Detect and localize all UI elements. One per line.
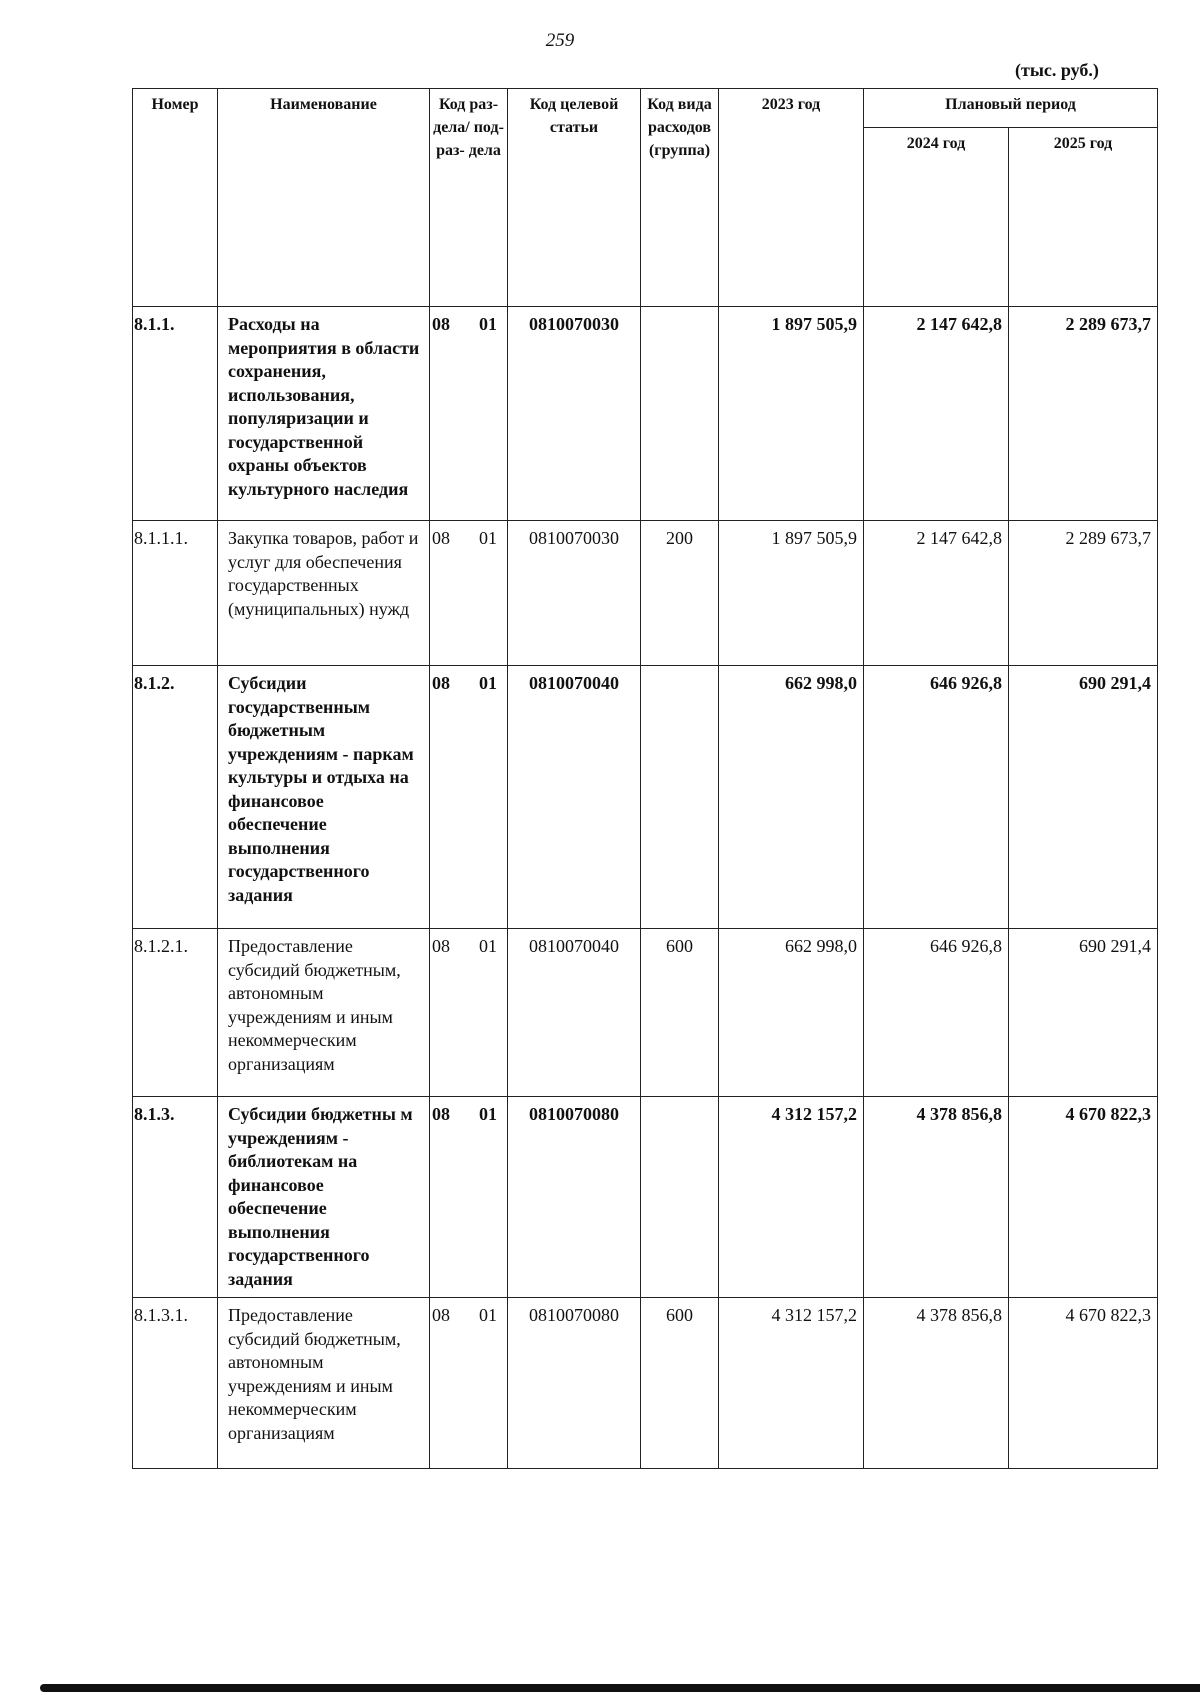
row-amount-2025: 2 289 673,7 xyxy=(1009,307,1158,521)
row-target-code: 0810070040 xyxy=(508,929,641,1097)
table-row xyxy=(133,1097,1158,1298)
row-target-code: 0810070080 xyxy=(508,1298,641,1469)
row-target-code: 0810070080 xyxy=(508,1097,641,1298)
section: 08 xyxy=(432,936,450,956)
row-amount-2024: 2 147 642,8 xyxy=(864,307,1009,521)
row-number: 8.1.1.1. xyxy=(133,521,218,666)
row-amount-2023: 4 312 157,2 xyxy=(719,1298,864,1469)
row-expense-kind: 600 xyxy=(641,929,719,1097)
header-row xyxy=(133,89,1158,128)
row-amount-2025: 4 670 822,3 xyxy=(1009,1097,1158,1298)
row-number: 8.1.2.1. xyxy=(133,929,218,1097)
row-amount-2023: 1 897 505,9 xyxy=(719,521,864,666)
subsection: 01 xyxy=(479,528,497,548)
row-expense-kind: 600 xyxy=(641,1298,719,1469)
subsection: 01 xyxy=(479,1104,497,1124)
row-amount-2025: 690 291,4 xyxy=(1009,929,1158,1097)
row-amount-2023: 662 998,0 xyxy=(719,666,864,929)
row-name: Субсидии бюджетны м учреждениям - библиотекам на финансовое обеспечение выполнения государственного задания xyxy=(218,1097,430,1298)
row-number: 8.1.2. xyxy=(133,666,218,929)
row-amount-2025: 2 289 673,7 xyxy=(1009,521,1158,666)
row-section-code xyxy=(430,1298,508,1469)
row-name: Субсидии государственным бюджетным учреждениям - паркам культуры и отдыха на финансовое обеспечение выполнения государственного задания xyxy=(218,666,430,929)
row-section-code xyxy=(430,929,508,1097)
table-row xyxy=(133,307,1158,521)
subsection: 01 xyxy=(479,1305,497,1325)
row-amount-2025: 4 670 822,3 xyxy=(1009,1298,1158,1469)
subsection: 01 xyxy=(479,936,497,956)
header-year-2024: 2024 год xyxy=(864,128,1009,307)
table-row xyxy=(133,521,1158,666)
row-expense-kind: 200 xyxy=(641,521,719,666)
header-name: Наименование xyxy=(218,89,430,307)
row-expense-kind xyxy=(641,1097,719,1298)
table-row xyxy=(133,1298,1158,1469)
row-amount-2023: 4 312 157,2 xyxy=(719,1097,864,1298)
row-section-code xyxy=(430,666,508,929)
row-number: 8.1.3. xyxy=(133,1097,218,1298)
section: 08 xyxy=(432,314,450,334)
row-target-code: 0810070030 xyxy=(508,307,641,521)
units-note: (тыс. руб.) xyxy=(1015,60,1099,80)
header-section-code: Код раз- дела/ под- раз- дела xyxy=(430,89,508,307)
row-name: Предоставление субсидий бюджетным, автономным учреждениям и иным некоммерческим организациям xyxy=(218,1298,430,1469)
row-section-code xyxy=(430,307,508,521)
header-target-code: Код целевой статьи xyxy=(508,89,641,307)
row-amount-2024: 646 926,8 xyxy=(864,929,1009,1097)
row-amount-2023: 1 897 505,9 xyxy=(719,307,864,521)
row-expense-kind xyxy=(641,666,719,929)
header-plan-period: Плановый период xyxy=(864,89,1158,128)
row-amount-2024: 2 147 642,8 xyxy=(864,521,1009,666)
subsection: 01 xyxy=(479,673,497,693)
row-amount-2024: 4 378 856,8 xyxy=(864,1298,1009,1469)
page-number: 259 xyxy=(545,30,575,51)
row-number: 8.1.3.1. xyxy=(133,1298,218,1469)
row-name: Закупка товаров, работ и услуг для обеспечения государственных (муниципальных) нужд xyxy=(218,521,430,666)
row-name: Предоставление субсидий бюджетным, автономным учреждениям и иным некоммерческим организациям xyxy=(218,929,430,1097)
row-section-code xyxy=(430,521,508,666)
budget-table xyxy=(132,88,1158,1469)
section: 08 xyxy=(432,1305,450,1325)
row-amount-2023: 662 998,0 xyxy=(719,929,864,1097)
header-year-2023: 2023 год xyxy=(719,89,864,307)
table-row xyxy=(133,929,1158,1097)
section: 08 xyxy=(432,1104,450,1124)
row-amount-2024: 646 926,8 xyxy=(864,666,1009,929)
row-number: 8.1.1. xyxy=(133,307,218,521)
scan-edge-bar xyxy=(40,1684,1200,1692)
header-number: Номер xyxy=(133,89,218,307)
row-target-code: 0810070040 xyxy=(508,666,641,929)
table-row xyxy=(133,666,1158,929)
row-amount-2024: 4 378 856,8 xyxy=(864,1097,1009,1298)
header-expense-kind: Код вида расходов (группа) xyxy=(641,89,719,307)
header-year-2025: 2025 год xyxy=(1009,128,1158,307)
row-target-code: 0810070030 xyxy=(508,521,641,666)
row-section-code xyxy=(430,1097,508,1298)
section: 08 xyxy=(432,673,450,693)
row-expense-kind xyxy=(641,307,719,521)
row-amount-2025: 690 291,4 xyxy=(1009,666,1158,929)
section: 08 xyxy=(432,528,450,548)
row-name: Расходы на мероприятия в области сохранения, использования, популяризации и государственной охраны объектов культурного наследия xyxy=(218,307,430,521)
subsection: 01 xyxy=(479,314,497,334)
